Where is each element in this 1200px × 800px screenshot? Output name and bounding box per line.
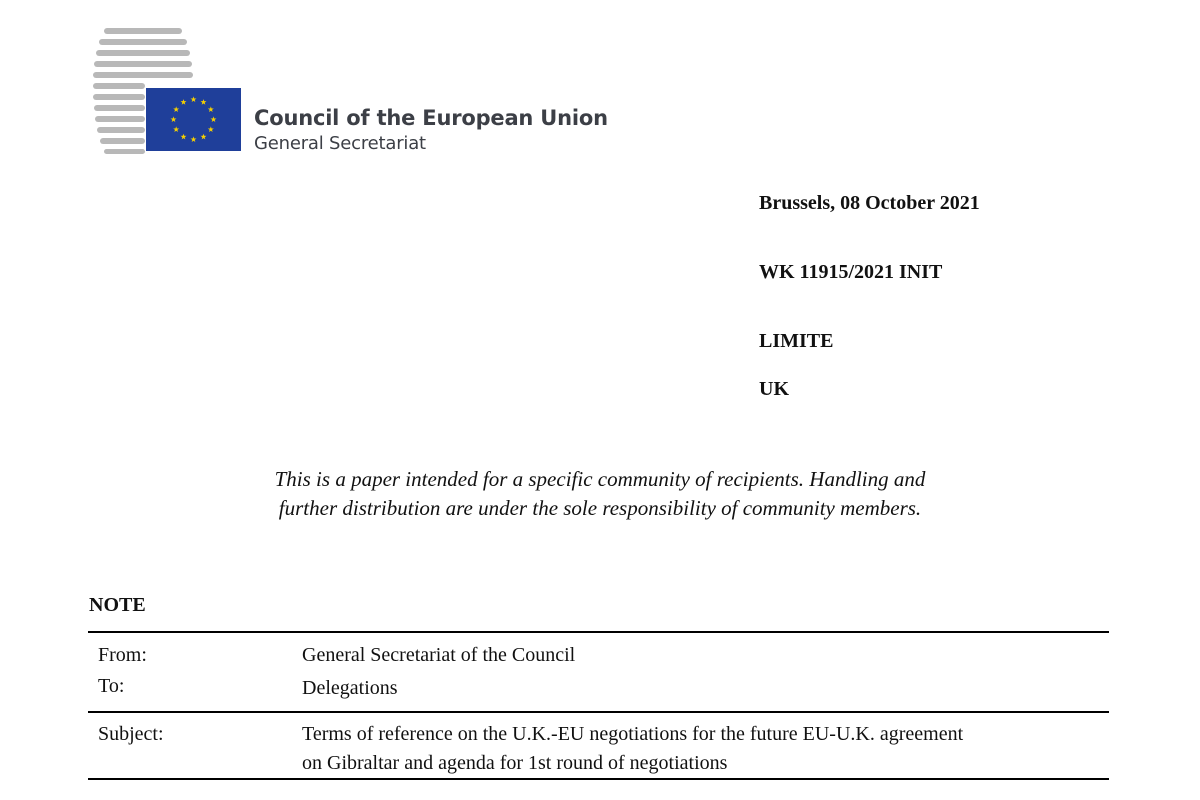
place-and-date: Brussels, 08 October 2021: [759, 192, 980, 214]
flag-star-icon: [201, 134, 207, 140]
flag-star-icon: [208, 106, 214, 112]
from-value: General Secretariat of the Council: [302, 644, 576, 666]
to-value: Delegations: [302, 677, 398, 699]
flag-star-icon: [191, 96, 197, 102]
council-logo: [90, 26, 608, 166]
notice-line-2: further distribution are under the sole responsibility of community members.: [278, 496, 922, 520]
organisation-subtitle: General Secretariat: [254, 133, 426, 154]
organisation-name: Council of the European Union: [254, 106, 608, 130]
flag-star-icon: [181, 99, 187, 105]
subject-label: Subject:: [98, 723, 164, 745]
eu-flag-icon: [146, 88, 241, 151]
flag-star-icon: [211, 116, 217, 122]
note-heading: NOTE: [89, 594, 146, 616]
subject-line-2: on Gibraltar and agenda for 1st round of negotiations: [302, 752, 728, 774]
flag-star-icon: [191, 136, 197, 142]
document-reference: WK 11915/2021 INIT: [759, 261, 943, 283]
flag-star-icon: [173, 126, 179, 132]
table-top-rule: [88, 631, 1109, 633]
from-label: From:: [98, 644, 147, 666]
flag-star-icon: [173, 106, 179, 112]
table-bottom-rule: [88, 778, 1109, 780]
distribution-notice: [150, 465, 1050, 523]
flag-star-icon: [208, 126, 214, 132]
subject-line-1: Terms of reference on the U.K.-EU negotiations for the future EU-U.K. agreement: [302, 723, 964, 745]
to-label: To:: [98, 675, 125, 697]
flag-star-icon: [171, 116, 177, 122]
flag-star-icon: [201, 99, 207, 105]
table-middle-rule: [88, 711, 1109, 713]
subject-code: UK: [759, 378, 789, 400]
classification-label: LIMITE: [759, 330, 834, 352]
flag-star-icon: [181, 134, 187, 140]
notice-line-1: This is a paper intended for a specific community of recipients. Handling and: [274, 467, 926, 491]
